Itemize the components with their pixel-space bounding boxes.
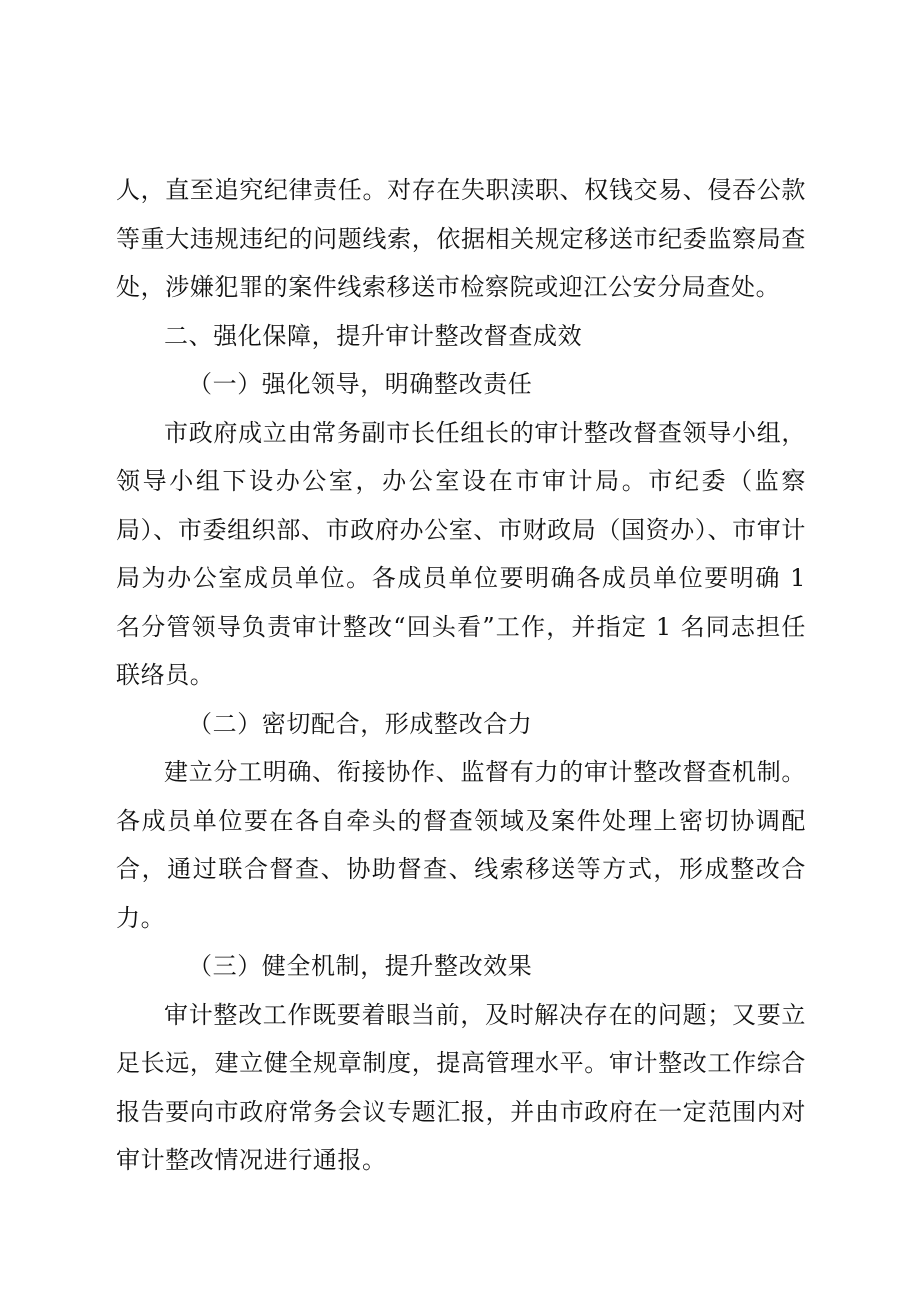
paragraph-cooperation: 建立分工明确、衔接协作、监督有力的审计整改督查机制。各成员单位要在各自牵头的督查领域及案件处理上密切协调配合，通过联合督查、协助督查、线索移送等方式，形成整改合力。 bbox=[116, 758, 806, 932]
subsection-heading-1: （一）强化领导，明确整改责任 bbox=[188, 370, 533, 398]
section-heading-2: 二、强化保障，提升审计整改督查成效 bbox=[164, 321, 583, 350]
paragraph-continuation: 人，直至追究纪律责任。对存在失职渎职、权钱交易、侵吞公款等重大违规违纪的问题线索，依据相关规定移送市纪委监察局查处，涉嫌犯罪的案件线索移送市检察院或迎江公安分局查处。 bbox=[116, 176, 806, 301]
paragraph-leadership: 市政府成立由常务副市长任组长的审计整改督查领导小组，领导小组下设办公室，办公室设在市审计局。市纪委（监察局）、市委组织部、市政府办公室、市财政局（国资办）、市审计局为办公室成员单位。各成员单位要明确各成员单位要明确 1 名分管领导负责审计整改“回头看”工作，并指定 1 名同志担任联络员。 bbox=[116, 418, 806, 689]
document-body bbox=[116, 166, 806, 1185]
subsection-heading-3: （三）健全机制，提升整改效果 bbox=[188, 952, 533, 980]
paragraph-mechanism: 审计整改工作既要着眼当前，及时解决存在的问题；又要立足长远，建立健全规章制度，提高管理水平。审计整改工作综合报告要向市政府常务会议专题汇报，并由市政府在一定范围内对审计整改情况进行通报。 bbox=[116, 1000, 806, 1174]
subsection-heading-2: （二）密切配合，形成整改合力 bbox=[188, 709, 533, 738]
